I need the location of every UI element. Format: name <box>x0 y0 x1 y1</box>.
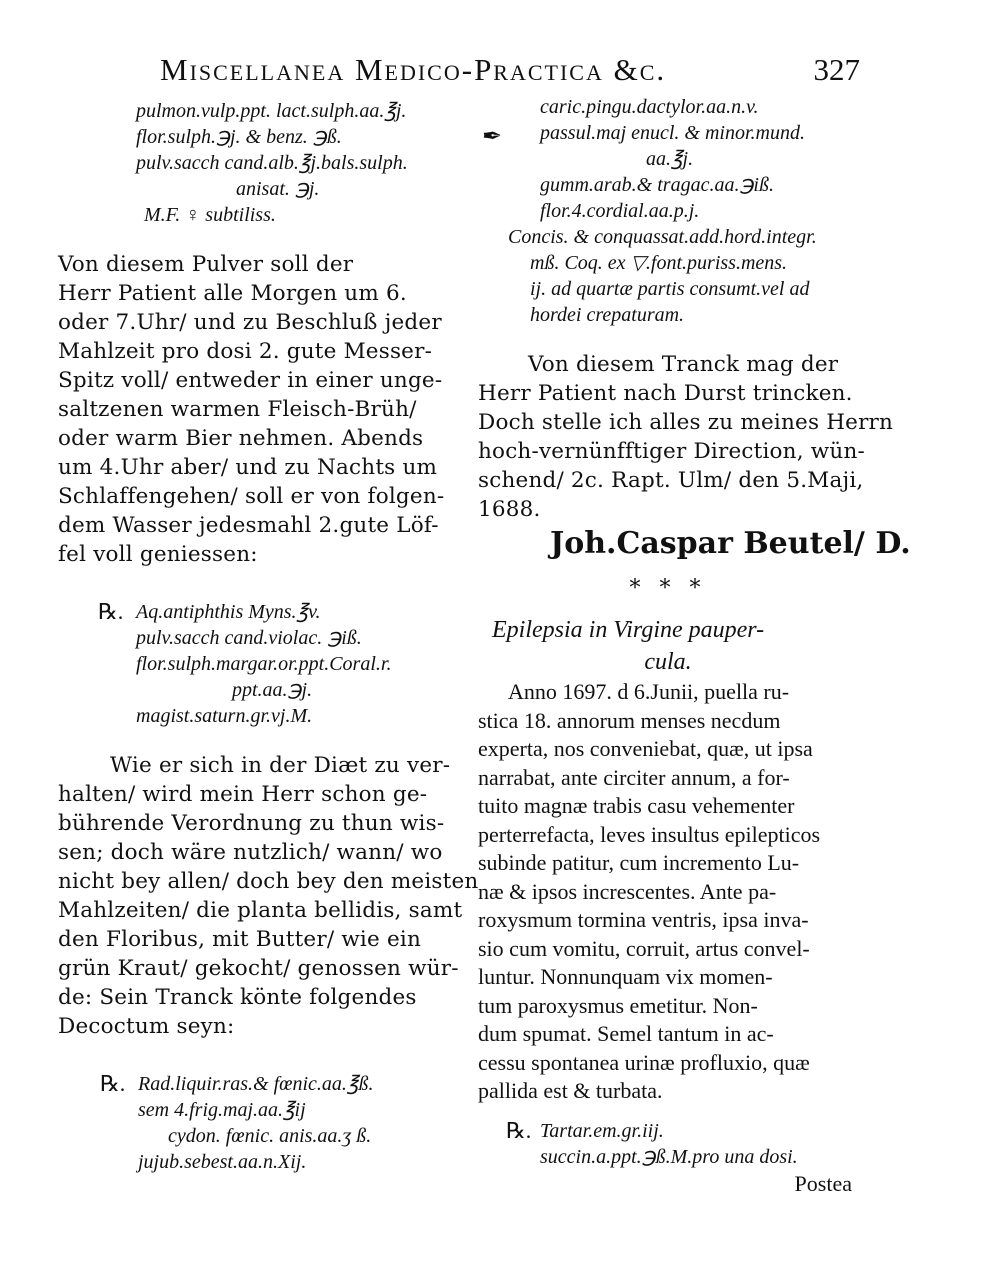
recipe-symbol: ℞. <box>100 1071 126 1096</box>
running-head: Miscellanea Medico-Practica &c. <box>160 52 667 87</box>
text-line: roxysmum tormina ventris, ipsa inva- <box>478 907 809 932</box>
text-line: Decoctum seyn: <box>58 1014 235 1039</box>
prescription-line: anisat. ℈j. <box>236 178 320 200</box>
prescription-line: passul.maj enucl. & minor.mund. <box>540 122 805 144</box>
prescription-line: gumm.arab.& tragac.aa.℈iß. <box>540 174 774 196</box>
text-line: nicht bey allen/ doch bey den meisten <box>58 869 479 894</box>
prescription-line: pulv.sacch cand.alb.℥j.bals.sulph. <box>136 152 408 174</box>
prescription-line: Tartar.em.gr.iij. <box>540 1119 664 1142</box>
text-line: cessu spontanea urinæ profluxio, quæ <box>478 1049 810 1075</box>
page-number: 327 <box>813 52 860 87</box>
paragraph <box>478 350 894 524</box>
text-line: pallida est & turbata. <box>478 1078 663 1103</box>
signature: Joh.Caspar Beutel/ D. <box>550 526 911 561</box>
prescription-line: succin.a.ppt.℈ß.M.pro una dosi. <box>540 1145 798 1168</box>
text-line: subinde patitur, cum incremento Lu- <box>478 850 800 875</box>
heading-line: cula. <box>644 649 692 675</box>
prescription-line: mß. Coq. ex ▽.font.puriss.mens. <box>530 252 788 274</box>
text-line: Doch stelle ich alles zu meines Herrn <box>478 410 894 435</box>
text-line: sen; doch wäre nutzlich/ wann/ wo <box>58 840 443 865</box>
text-line: Herr Patient alle Morgen um 6. <box>58 281 407 306</box>
prescription-line: hordei crepaturam. <box>530 304 685 326</box>
prescription-block <box>478 94 858 328</box>
prescription-line: flor.4.cordial.aa.p.j. <box>540 200 700 222</box>
paragraph <box>58 751 479 1041</box>
text-line: Von diesem Tranck mag der <box>528 352 839 377</box>
text-line: grün Kraut/ gekocht/ genossen wür- <box>58 956 459 981</box>
prescription-line: flor.sulph.margar.or.ppt.Coral.r. <box>136 653 392 675</box>
text-line: schend/ 2c. Rapt. Ulm/ den 5.Maji, <box>478 468 864 493</box>
right-column <box>478 94 911 1198</box>
text-line: Mahlzeit pro dosi 2. gute Messer- <box>58 339 433 364</box>
prescription-block <box>58 1071 458 1175</box>
prescription-line: magist.saturn.gr.vj.M. <box>136 705 313 727</box>
catchword: Postea <box>794 1170 852 1196</box>
recipe-symbol: ℞. <box>98 599 124 624</box>
prescription-line: Rad.liquir.ras.& fœnic.aa.℥ß. <box>138 1073 374 1095</box>
prescription-block <box>58 98 458 228</box>
prescription-line: aa.℥j. <box>646 148 694 170</box>
text-line: tuito magnæ trabis casu vehementer <box>478 793 795 818</box>
text-line: hoch-vernünfftiger Direction, wün- <box>478 439 865 464</box>
text-line: Herr Patient nach Durst trincken. <box>478 381 853 406</box>
text-line: luntur. Nonnunquam vix momen- <box>478 964 773 989</box>
text-line: saltzenen warmen Fleisch-Brüh/ <box>58 397 417 422</box>
text-line: halten/ wird mein Herr schon ge- <box>58 782 428 807</box>
prescription-line: M.F. ♀ subtiliss. <box>144 204 276 226</box>
prescription-line: Concis. & conquassat.add.hord.integr. <box>508 226 817 248</box>
text-line: Wie er sich in der Diæt zu ver- <box>110 753 451 778</box>
text-line: de: Sein Tranck könte folgendes <box>58 985 417 1010</box>
text-line: sio cum vomitu, corruit, artus convel- <box>478 935 810 961</box>
prescription-line: Aq.antiphthis Myns.℥v. <box>136 601 321 623</box>
text-line: experta, nos conveniebat, quæ, ut ipsa <box>478 736 813 761</box>
prescription-line: cydon. fœnic. anis.aa.ʒ ß. <box>168 1125 372 1147</box>
text-line: fel voll geniessen: <box>58 542 258 567</box>
text-line: oder 7.Uhr/ und zu Beschluß jeder <box>58 310 442 335</box>
prescription-line: sem 4.frig.maj.aa.℥ij <box>138 1099 306 1121</box>
text-line: dum spumat. Semel tantum in ac- <box>478 1021 774 1046</box>
text-line: 1688. <box>478 497 541 522</box>
prescription-line: ij. ad quartæ partis consumt.vel ad <box>530 278 810 300</box>
section-heading <box>478 614 858 678</box>
paragraph <box>58 250 458 569</box>
prescription-line: caric.pingu.dactylor.aa.n.v. <box>540 96 759 118</box>
text-line: Anno 1697. d 6.Junii, puella ru- <box>508 679 790 704</box>
left-column <box>58 98 479 1175</box>
prescription-block <box>478 1118 858 1199</box>
text-line: tum paroxysmus emetitur. Non- <box>478 992 758 1018</box>
recipe-symbol: ℞. <box>506 1117 532 1143</box>
text-line: perterrefacta, leves insultus epilepticos <box>478 821 821 847</box>
heading-line: Epilepsia in Virgine pauper- <box>492 617 765 643</box>
manicule-mark: ✒ <box>482 122 503 150</box>
prescription-block <box>58 599 458 729</box>
page-header <box>160 52 860 92</box>
prescription-line: pulmon.vulp.ppt. lact.sulph.aa.℥j. <box>136 100 407 122</box>
text-line: dem Wasser jedesmahl 2.gute Löf- <box>58 513 439 538</box>
prescription-line: flor.sulph.℈j. & benz. ℈ß. <box>136 126 342 148</box>
text-line: Schlaffengehen/ soll er von folgen- <box>58 484 445 509</box>
prescription-line: jujub.sebest.aa.n.Xij. <box>138 1151 307 1173</box>
text-line: næ & ipsos increscentes. Ante pa- <box>478 878 777 904</box>
text-line: Spitz voll/ entweder in einer unge- <box>58 368 443 393</box>
text-line: Mahlzeiten/ die planta bellidis, samt <box>58 898 463 923</box>
text-line: narrabat, ante circiter annum, a for- <box>478 764 790 790</box>
text-line: um 4.Uhr aber/ und zu Nachts um <box>58 455 438 480</box>
prescription-line: pulv.sacch cand.violac. ℈iß. <box>136 627 362 649</box>
text-line: Von diesem Pulver soll der <box>58 252 354 277</box>
text-line: oder warm Bier nehmen. Abends <box>58 426 424 451</box>
paragraph <box>478 678 858 1106</box>
text-line: bührende Verordnung zu thun wis- <box>58 811 445 836</box>
prescription-line: ppt.aa.℈j. <box>232 679 313 701</box>
text-line: stica 18. annorum menses necdum <box>478 707 781 733</box>
text-line: den Floribus, mit Butter/ wie ein <box>58 927 421 952</box>
section-separator: * * * <box>629 576 707 601</box>
